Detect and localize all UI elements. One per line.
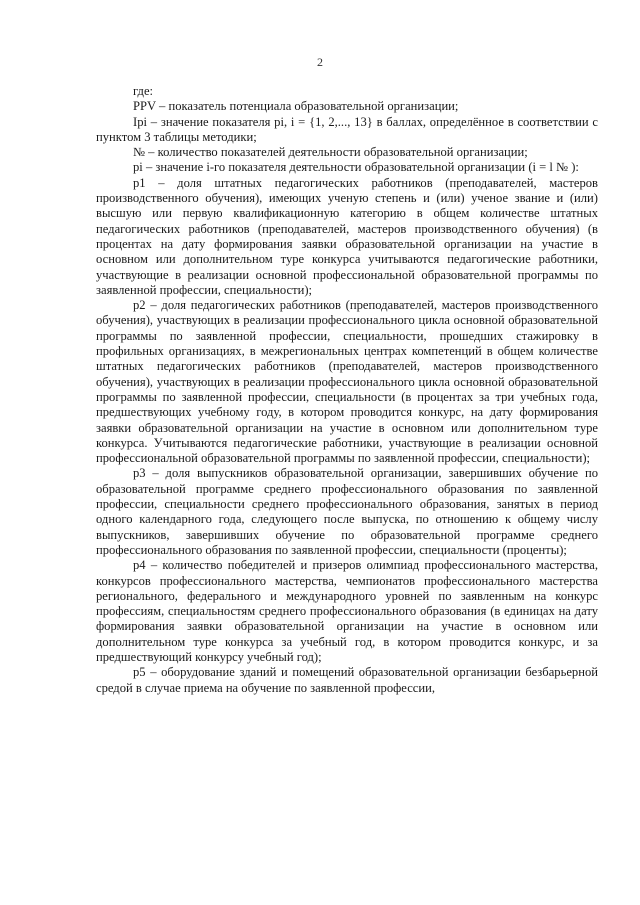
paragraph-p3: p3 – доля выпускников образовательной организации, завершивших обучение по образовательной программе среднего профессионального образования по заявленной профессии, специальности среднего профессионального образования, занятых в период одного календарного года, следующего после выпуска, по отношению к общему числу выпускников, завершивших обучение по образовательной программе среднего профессионального образования по заявленной профессии, специальности (проценты); [96, 466, 598, 557]
paragraph-ppv-definition: PPV – показатель потенциала образовательной организации; [133, 99, 459, 114]
document-body [96, 84, 598, 696]
paragraph-n-definition: № – количество показателей деятельности образовательной организации; [133, 145, 528, 160]
paragraph-pi-definition: pi – значение i-го показателя деятельности образовательной организации (i = l № ): [133, 160, 579, 175]
paragraph-ipi-definition: Ipi – значение показателя pi, i = {1, 2,..., 13} в баллах, определённое в соответствии с пунктом 3 таблицы методики; [96, 114, 598, 144]
paragraph-p4: p4 – количество победителей и призеров олимпиад профессионального мастерства, конкурсов профессионального мастерства, чемпионатов профессионального мастерства регионального, федерального и международного уровней по заявленным на конкурс профессиям, специальностям среднего профессионального образования (в единицах на дату формирования заявки образовательной организации на участие в основном или дополнительном туре конкурса за учебный год, в котором проводится конкурс, и за предшествующий конкурсу учебный год); [96, 558, 598, 664]
paragraph-p2: p2 – доля педагогических работников (преподавателей, мастеров производственного обучения), участвующих в реализации профессионального цикла основной образовательной программы по заявленной профессии, специальности, прошедших стажировку в профильных организациях, в межрегиональных центрах компетенций в общем количестве штатных педагогических работников (преподавателей, мастеров производственного обучения), участвующих в реализации профессионального цикла основной образовательной программы по заявленной профессии, специальности (в процентах за три учебных года, предшествующих учебному году, в котором проводится конкурс, на дату формирования заявки образовательной организации на участие в основном или дополнительном туре конкурса. Учитываются педагогические работники, участвующие в реализации основной профессиональной образовательной программы по заявленной профессии, специальности); [96, 298, 598, 466]
paragraph-p5: p5 – оборудование зданий и помещений образовательной организации безбарьерной средой в случае приема на обучение по заявленной профессии, [96, 665, 598, 695]
page-number: 2 [317, 55, 323, 69]
paragraph-where: где: [133, 84, 154, 98]
paragraph-p1: p1 – доля штатных педагогических работников (преподавателей, мастеров производственного обучения), имеющих ученую степень и (или) ученое звание и (или) высшую или первую квалификационную категорию в общем количестве штатных педагогических работников (преподавателей, мастеров производственного обучения) (в процентах на дату формирования заявки образовательной организации на участие в основном или дополнительном туре конкурса учитываются педагогические работники, участвующие в реализации основной профессиональной образовательной программы по заявленной профессии, специальности); [96, 175, 598, 297]
